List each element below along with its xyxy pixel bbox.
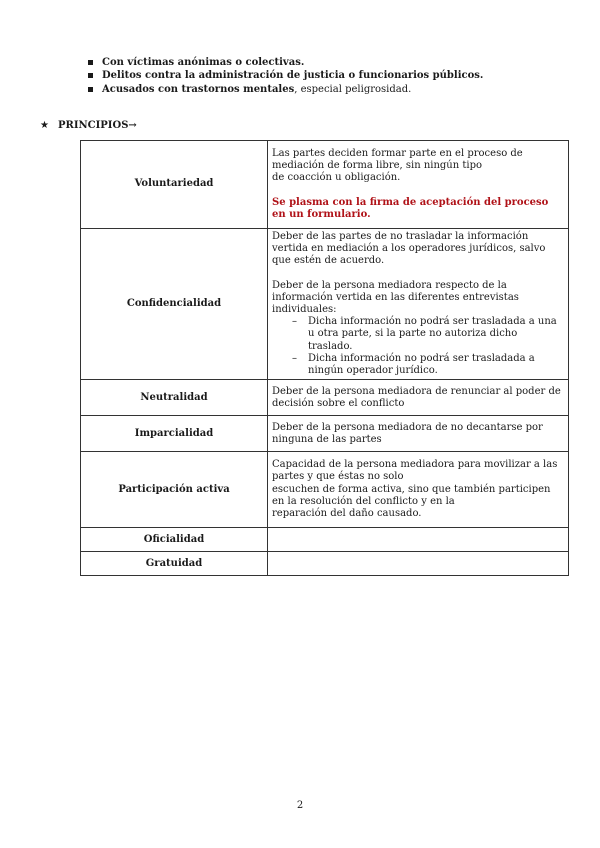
principle-name: Imparcialidad bbox=[81, 416, 268, 452]
table-row bbox=[81, 416, 569, 452]
bullet-item: Con víctimas anónimas o colectivas. bbox=[88, 56, 483, 69]
table-row bbox=[81, 141, 569, 229]
principle-name: Confidencialidad bbox=[81, 229, 268, 380]
principle-description: Deber de la persona mediadora de renunciar al poder de decisión sobre el conflicto bbox=[268, 380, 569, 416]
principle-description: Deber de las partes de no trasladar la información vertida en mediación a los operadores jurídicos, salvo que estén de acuerdo. Deber de la persona mediadora respecto de la información vertida en las diferentes entrevistas individuales: – Dicha información no podrá ser trasladada a una u otra parte, si la parte no autoriza dicho traslado. – Dicha información no podrá ser trasladada a ningún operador jurídico. bbox=[268, 229, 569, 380]
table-row bbox=[81, 452, 569, 528]
table-row bbox=[81, 528, 569, 552]
principles-heading bbox=[40, 120, 137, 131]
bullet-item: Acusados con trastornos mentales, especial peligrosidad. bbox=[88, 83, 483, 96]
list-item: – Dicha información no podrá ser trasladada a una u otra parte, si la parte no autoriza dicho traslado. bbox=[292, 316, 557, 352]
principle-description: Las partes deciden formar parte en el proceso de mediación de forma libre, sin ningún tipo de coacción u obligación. Se plasma con la firma de aceptación del proceso en un formulario. bbox=[268, 141, 569, 229]
principle-description bbox=[268, 528, 569, 552]
principle-name: Voluntariedad bbox=[81, 141, 268, 229]
bullet-item: Delitos contra la administración de justicia o funcionarios públicos. bbox=[88, 69, 483, 82]
table-row bbox=[81, 552, 569, 576]
principle-description: Capacidad de la persona mediadora para movilizar a las partes y que éstas no solo escuchen de forma activa, sino que también participen en la resolución del conflicto y en la reparación del daño causado. bbox=[268, 452, 569, 528]
principles-table bbox=[80, 140, 569, 576]
square-bullet-icon bbox=[88, 60, 93, 65]
square-bullet-icon bbox=[88, 87, 93, 92]
principle-name: Participación activa bbox=[81, 452, 268, 528]
page-number: 2 bbox=[296, 800, 304, 811]
table-row bbox=[81, 380, 569, 416]
star-icon: ★ bbox=[40, 120, 49, 131]
sub-list bbox=[272, 316, 564, 377]
principle-description bbox=[268, 552, 569, 576]
square-bullet-icon bbox=[88, 73, 93, 78]
bullet-list bbox=[88, 56, 483, 96]
table-row bbox=[81, 229, 569, 380]
list-item: – Dicha información no podrá ser trasladada a ningún operador jurídico. bbox=[292, 352, 535, 377]
principle-description: Deber de la persona mediadora de no decantarse por ninguna de las partes bbox=[268, 416, 569, 452]
principles-heading-text: PRINCIPIOS→ bbox=[58, 120, 137, 131]
principle-name: Neutralidad bbox=[81, 380, 268, 416]
highlight-note: Se plasma con la firma de aceptación del proceso en un formulario. bbox=[272, 196, 549, 220]
principle-name: Gratuidad bbox=[81, 552, 268, 576]
principle-name: Oficialidad bbox=[81, 528, 268, 552]
